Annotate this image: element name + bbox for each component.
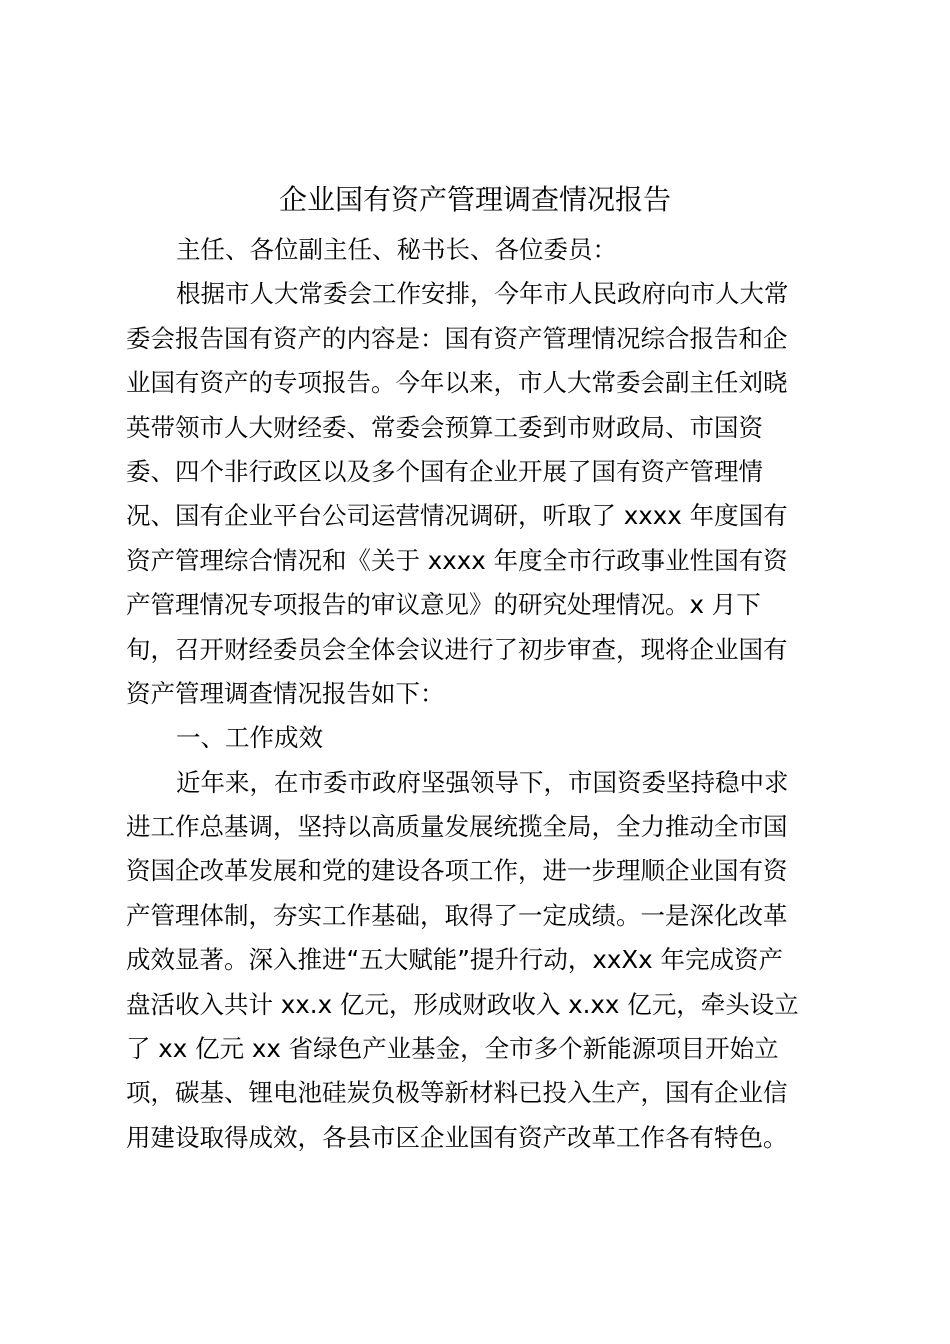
- paragraph-2-line: 项，碳基、锂电池硅炭负极等新材料已投入生产，国有企业信: [126, 1078, 788, 1108]
- paragraph-1-line: 业国有资产的专项报告。今年以来，市人大常委会副主任刘晓: [126, 368, 788, 398]
- paragraph-1-line: 资产管理调查情况报告如下：: [126, 678, 445, 708]
- paragraph-1-line: 英带领市人大财经委、常委会预算工委到市财政局、市国资: [126, 412, 763, 442]
- paragraph-1-line: 根据市人大常委会工作安排，今年市人民政府向市人大常: [176, 279, 789, 309]
- paragraph-1-line: 委、四个非行政区以及多个国有企业开展了国有资产管理情: [126, 456, 763, 486]
- paragraph-2-line: 用建设取得成效，各县市区企业国有资产改革工作各有特色。: [126, 1122, 788, 1152]
- paragraph-2-line: 近年来，在市委市政府坚强领导下，市国资委坚持稳中求: [176, 767, 789, 797]
- paragraph-2-line: 成效显著。深入推进“五大赋能”提升行动，xxXx 年完成资产: [126, 945, 783, 975]
- paragraph-2-line: 了 xx 亿元 xx 省绿色产业基金，全市多个新能源项目开始立: [126, 1034, 779, 1064]
- paragraph-1-line: 委会报告国有资产的内容是：国有资产管理情况综合报告和企: [126, 323, 788, 353]
- salutation: 主任、各位副主任、秘书长、各位委员：: [176, 235, 617, 264]
- document-title: 企业国有资产管理调查情况报告: [278, 183, 671, 216]
- paragraph-2: [126, 761, 826, 1161]
- paragraph-2-line: 盘活收入共计 xx.x 亿元，形成财政收入 x.xx 亿元，牵头设立: [126, 989, 799, 1019]
- paragraph-1-line: 旬，召开财经委员会全体会议进行了初步审查，现将企业国有: [126, 634, 788, 664]
- paragraph-1-line: 资产管理综合情况和《关于 xxxx 年度全市行政事业性国有资: [126, 545, 788, 575]
- paragraph-2-line: 产管理体制，夯实工作基础，取得了一定成绩。一是深化改革: [126, 900, 788, 930]
- section-heading: 一、工作成效: [176, 723, 323, 753]
- document-body: [126, 228, 826, 1160]
- paragraph-1-line: 产管理情况专项报告的审议意见》的研究处理情况。x 月下: [126, 590, 761, 620]
- paragraph-1: [126, 272, 826, 716]
- paragraph-2-line: 进工作总基调，坚持以高质量发展统揽全局，全力推动全市国: [126, 812, 788, 842]
- paragraph-1-line: 况、国有企业平台公司运营情况调研，听取了 xxxx 年度国有: [126, 501, 788, 531]
- paragraph-2-line: 资国企改革发展和党的建设各项工作，进一步理顺企业国有资: [126, 856, 788, 886]
